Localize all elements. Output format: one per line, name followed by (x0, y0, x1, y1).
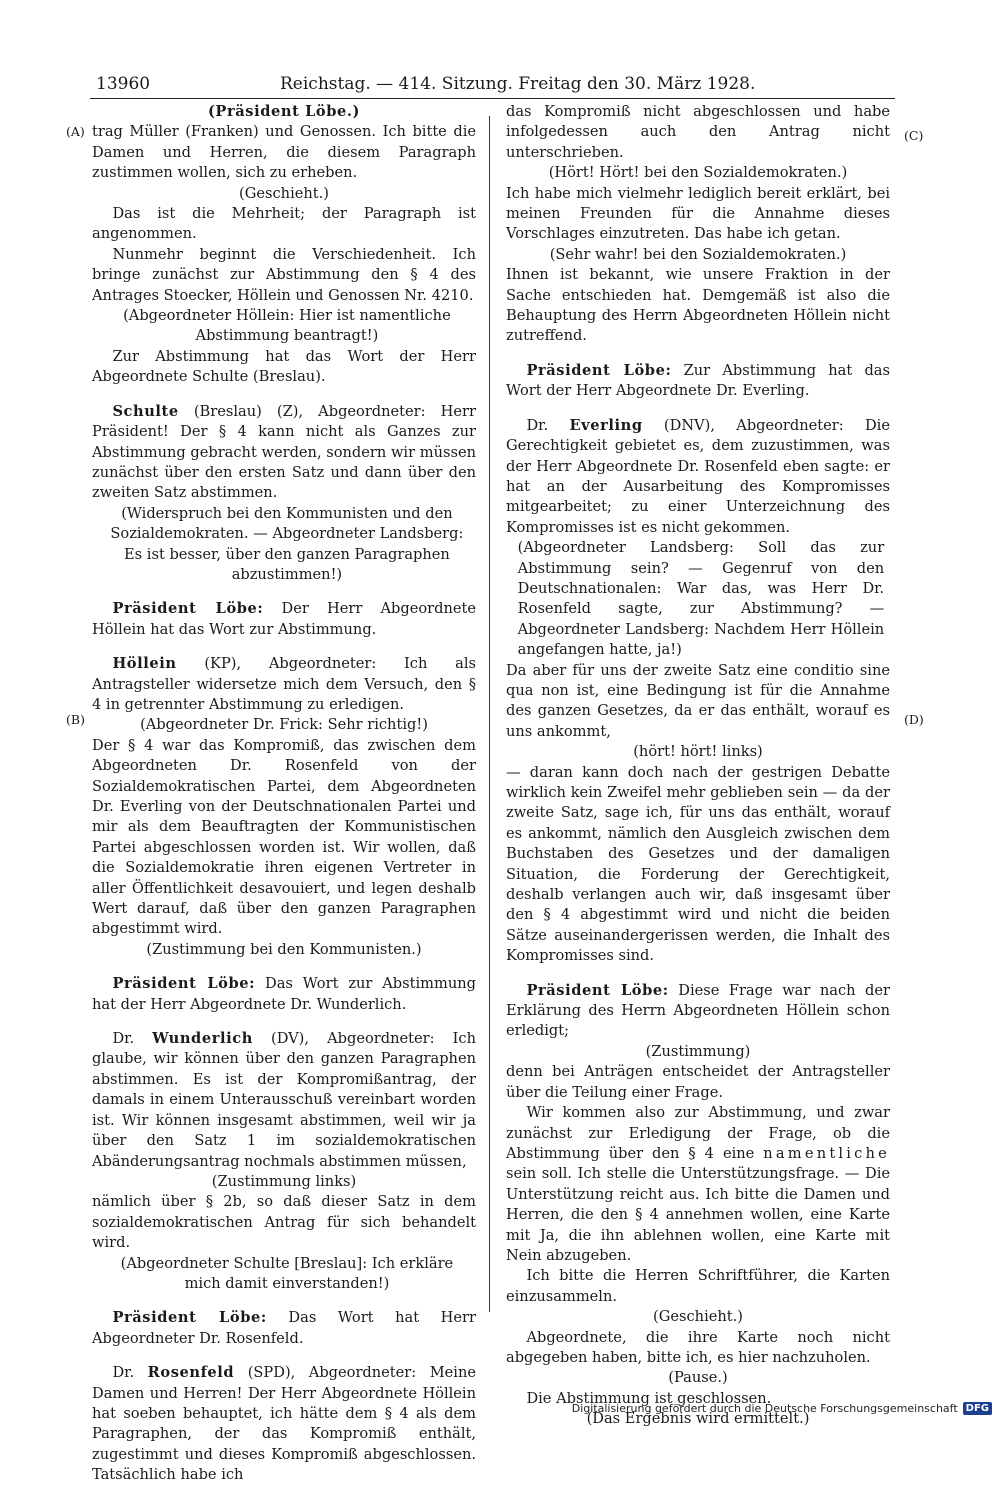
left-column (92, 102, 476, 1486)
paragraph: Ihnen ist bekannt, wie unsere Fraktion in der Sache entschieden hat. Demgemäß ist also die Behauptung des Herrn Abgeordneten Höllein nicht zutreffend. (506, 266, 890, 345)
right-column (506, 102, 890, 1430)
speech (92, 1308, 476, 1349)
footer (572, 1402, 992, 1415)
paragraph: Die Abstimmung ist geschlossen. (526, 1389, 772, 1407)
running-head: Reichstag. — 414. Sitzung. Freitag den 30. März 1928. (280, 74, 756, 94)
speaker-name: Präsident Löbe: (526, 361, 672, 379)
speech-text: Diese Frage war nach der Erklärung des Herrn Abgeordneten Höllein schon erledigt; (506, 981, 891, 1040)
speaker-name: Everling (569, 416, 643, 434)
interjection: (Pause.) (668, 1369, 728, 1387)
footer-credit: Digitalisierung gefördert durch die Deutsche Forschungsgemeinschaft (571, 1402, 958, 1415)
paragraph (506, 1103, 890, 1266)
interjection: (Widerspruch bei den Kommunisten und den Sozialdemokraten. — Abgeordneter Landsberg: Es ist besser, über den ganzen Paragraphen abzustimmen!) (110, 504, 464, 583)
speech-text: (DNV), Abgeordneter: Die Gerechtigkeit gebietet es, dem zuzustimmen, was der Herr Abgeordnete Dr. Rosenfeld eben sagte: er hat an der Ausarbeitung des Kompromisses mitgearbeitet; zu einer Unterzeichnung des Kompromisses ist es nicht gekommen. (506, 416, 890, 536)
speech (506, 416, 890, 538)
paragraph: Abgeordnete, die ihre Karte noch nicht abgegeben haben, bitte ich, es hier nachzuholen. (506, 1328, 890, 1366)
margin-mark-b: (B) (66, 712, 85, 727)
speech-text: (DV), Abgeordneter: Ich glaube, wir können über den ganzen Paragraphen abstimmen. Es ist der Kompromißantrag, der damals in einem Unterausschuß vereinbart worden ist. Wir können insgesamt abstimmen, weil wir ja über den Satz 1 im sozialdemokratischen Abänderungsantrag nochmals abstimmen müssen, (92, 1030, 476, 1170)
margin-mark-c: (C) (904, 128, 924, 143)
speech-text: (SPD), Abgeordneter: Meine Damen und Herren! Der Herr Abgeordnete Höllein hat soeben behauptet, ich hätte dem § 4 als dem Paragraphen, der das Kompromiß enthält, zugestimmt und dieses Kompromiß abgeschlossen. Tatsächlich habe ich (92, 1364, 476, 1484)
interjection: (Zustimmung) (645, 1042, 751, 1060)
speaker-label: (Präsident Löbe.) (207, 103, 361, 120)
speaker-name: Schulte (112, 402, 179, 420)
speech (506, 981, 890, 1042)
paragraph: Nunmehr beginnt die Verschiedenheit. Ich bringe zunächst zur Abstimmung den § 4 des Antrages Stoecker, Höllein und Genossen Nr. 4210. (92, 245, 476, 304)
speaker-name: Präsident Löbe: (112, 600, 264, 618)
margin-mark-d: (D) (904, 712, 924, 727)
speaker-name: Wunderlich (152, 1030, 253, 1048)
page-number: 13960 (96, 74, 151, 94)
speech (92, 1029, 476, 1172)
interjection: (Abgeordneter Landsberg: Soll das zur Abstimmung sein? — Gegenruf von den Deutschnationalen: War das, was Herr Dr. Rosenfeld sagte, zur Abstimmung? — Abgeordneter Landsberg: Nachdem Herr Höllein angefangen hatte, ja!) (517, 539, 885, 659)
paragraph: Da aber für uns der zweite Satz eine conditio sine qua non ist, eine Bedingung ist für die Annahme des ganzen Gesetzes, da er das enthält, worauf es uns ankommt, (506, 661, 890, 740)
speaker-name: Präsident Löbe: (526, 981, 669, 999)
speech-text: (Breslau) (Z), Abgeordneter: Herr Präsident! Der § 4 kann nicht als Ganzes zur Abstimmung gebracht werden, sondern wir müssen zunächst über den ersten Satz und dann über den zweiten Satz abstimmen. (92, 402, 476, 502)
speech-text: Der Herr Abgeordnete Höllein hat das Wort zur Abstimmung. (92, 600, 476, 638)
speaker-name: Präsident Löbe: (112, 1309, 267, 1327)
paragraph: Der § 4 war das Kompromiß, das zwischen dem Abgeordneten Dr. Rosenfeld von der Sozialdemokratischen Partei, dem Abgeordneten Dr. Everling von der Deutschnationalen Partei und mir als dem Beauftragten der Kommunistischen Partei abgeschlossen worden ist. Wir wollen, daß die Sozialdemokratie ihren eigenen Vertreter in aller Öffentlichkeit desavouiert, und legen deshalb Wert darauf, daß über den ganzen Paragraphen abgestimmt wird. (92, 736, 476, 938)
paragraph: nämlich über § 2b, so daß dieser Satz in dem sozialdemokratischen Antrag für sich behandelt wird. (92, 1193, 476, 1252)
speech (92, 402, 476, 504)
speech (92, 1363, 476, 1485)
interjection: (Das Ergebnis wird ermittelt.) (586, 1410, 810, 1428)
interjection: (Abgeordneter Dr. Frick: Sehr richtig!) (140, 716, 428, 734)
margin-mark-a: (A) (66, 124, 85, 139)
paragraph-text: sein soll. Ich stelle die Unterstützungsfrage. — Die Unterstützung reicht aus. Ich bitte die Damen und Herren, die den § 4 annehmen wollen, eine Karte mit Ja, die ihn ablehnen wollen, eine Karte mit Nein abzugeben. (506, 1165, 890, 1264)
interjection: (Zustimmung bei den Kommunisten.) (146, 940, 422, 958)
paragraph: trag Müller (Franken) und Genossen. Ich bitte die Damen und Herren, die diesem Paragraph zustimmen wollen, sich zu erheben. (92, 123, 476, 182)
paragraph: das Kompromiß nicht abgeschlossen und habe infolgedessen auch den Antrag nicht unterschrieben. (506, 103, 890, 161)
interjection: (Geschieht.) (653, 1308, 743, 1326)
speech (506, 361, 890, 402)
paragraph: Ich habe mich vielmehr lediglich bereit erklärt, bei meinen Freunden für die Annahme dieses Vorschlages einzutreten. Das habe ich getan. (506, 184, 890, 243)
speaker-name: Präsident Löbe: (112, 975, 256, 993)
header-rule (90, 98, 895, 99)
paragraph: denn bei Anträgen entscheidet der Antragsteller über die Teilung einer Frage. (506, 1063, 890, 1101)
dfg-logo-icon: DFG (963, 1402, 992, 1415)
paragraph: Ich bitte die Herren Schriftführer, die Karten einzusammeln. (506, 1267, 890, 1305)
interjection: (Abgeordneter Höllein: Hier ist namentliche Abstimmung beantragt!) (123, 307, 451, 345)
speech-text: Das Wort zur Abstimmung hat der Herr Abgeordnete Dr. Wunderlich. (92, 975, 476, 1013)
speech (92, 974, 476, 1015)
speaker-title: Dr. (112, 1030, 153, 1048)
speech (92, 654, 476, 715)
speaker-title: Dr. (112, 1364, 148, 1382)
speaker-name: Höllein (112, 655, 177, 673)
interjection: (hört! hört! links) (633, 743, 763, 761)
paragraph: — daran kann doch nach der gestrigen Debatte wirklich kein Zweifel mehr geblieben sein — da der zweite Satz, sage ich, für uns das enthält, worauf es ankommt, nämlich den Ausgleich zwischen dem Buchstaben des Gesetzes und der damaligen Situation, die Forderung der Gerechtigkeit, deshalb verlangen auch wir, daß insgesamt über den § 4 abgestimmt wird und nicht die beiden Sätze auseinandergerissen werden, die Inhalt des Kompromisses sind. (506, 763, 890, 965)
interjection: (Geschieht.) (239, 184, 329, 202)
paragraph: Das ist die Mehrheit; der Paragraph ist angenommen. (92, 205, 476, 243)
paragraph-text: Wir kommen also zur Abstimmung, und zwar zunächst zur Erledigung der Frage, ob die Abstimmung über den § 4 eine (506, 1104, 890, 1162)
speech-text: Das Wort hat Herr Abgeordneter Dr. Rosenfeld. (92, 1309, 476, 1347)
column-divider (489, 116, 490, 1312)
interjection: (Abgeordneter Schulte [Breslau]: Ich erkläre mich damit einverstanden!) (120, 1254, 454, 1292)
interjection: (Hört! Hört! bei den Sozialdemokraten.) (548, 164, 848, 182)
speaker-name: Rosenfeld (147, 1364, 235, 1382)
speech-text: Zur Abstimmung hat das Wort der Herr Abgeordnete Dr. Everling. (506, 361, 890, 400)
speaker-title: Dr. (526, 416, 570, 434)
spaced-word: namentliche (763, 1144, 890, 1162)
interjection: (Zustimmung links) (211, 1172, 357, 1190)
speech (92, 599, 476, 640)
paragraph: Zur Abstimmung hat das Wort der Herr Abgeordnete Schulte (Breslau). (92, 347, 476, 386)
interjection: (Sehr wahr! bei den Sozialdemokraten.) (549, 245, 847, 263)
speech-text: (KP), Abgeordneter: Ich als Antragsteller widersetze mich dem Versuch, den § 4 in getrennter Abstimmung zu erledigen. (92, 655, 476, 713)
